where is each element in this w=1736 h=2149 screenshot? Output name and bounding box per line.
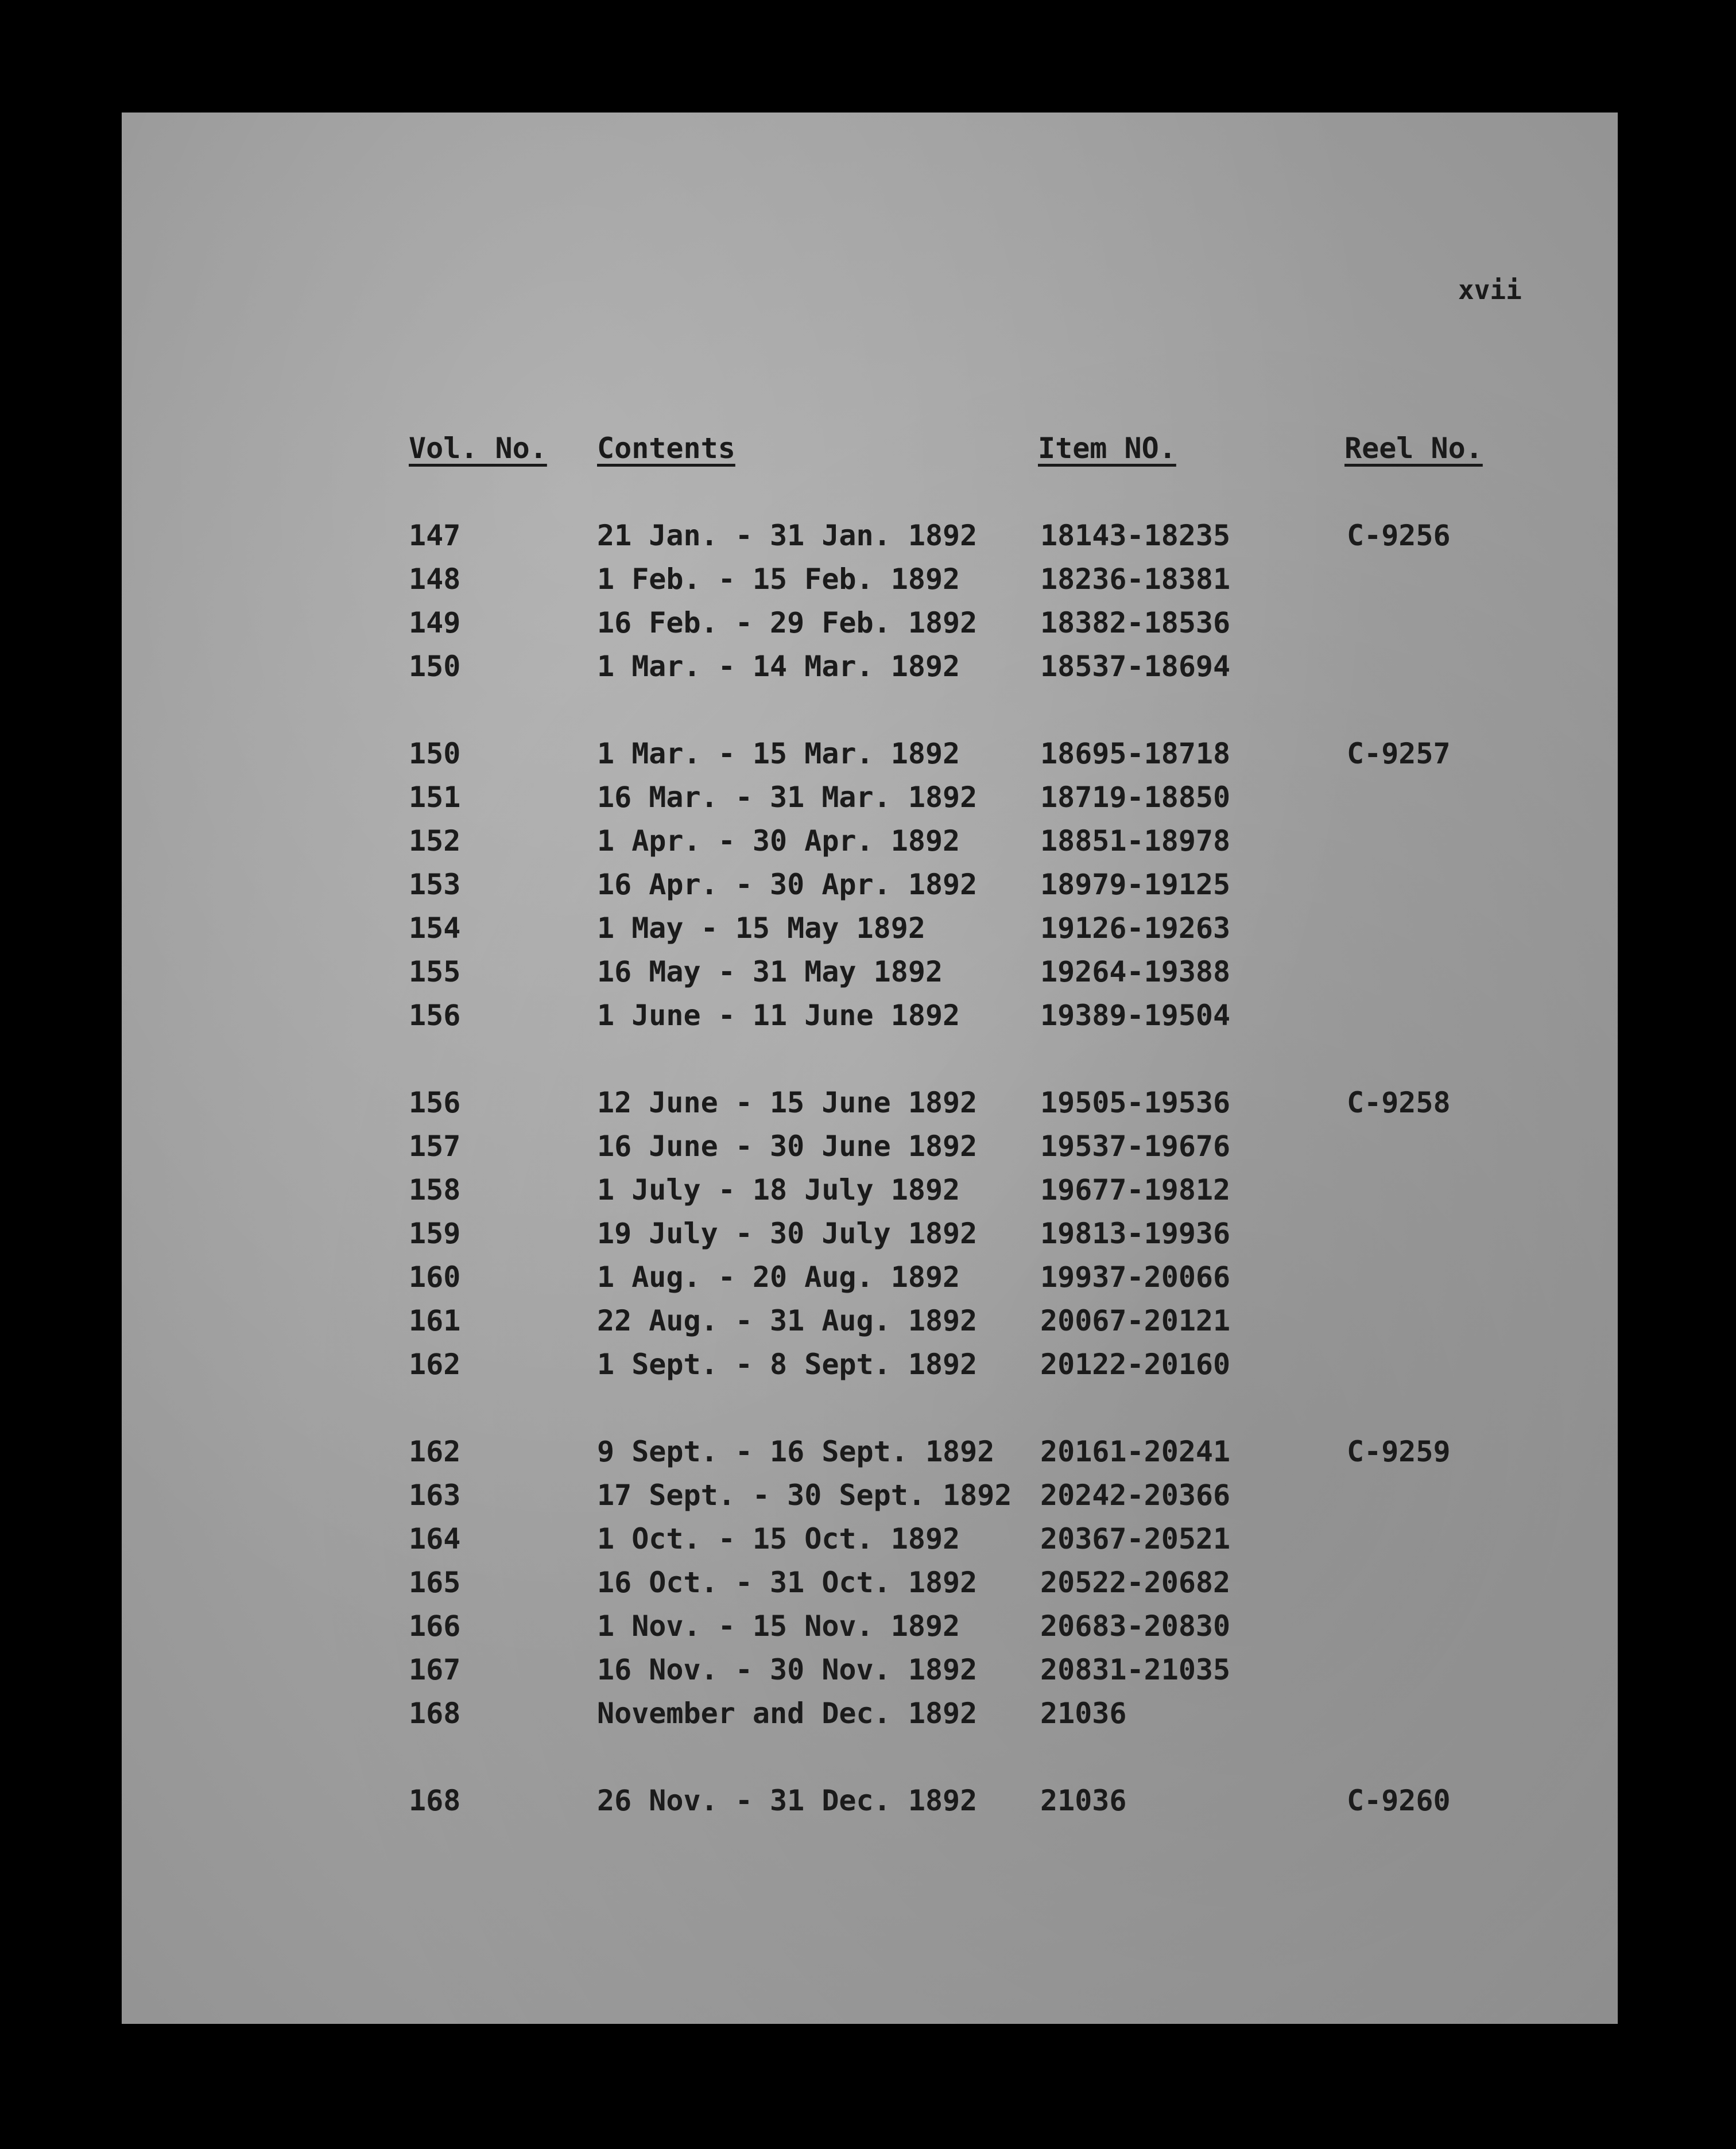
contents-cell: 22 Aug. - 31 Aug. 1892 [597,1304,978,1337]
item-cell: 20367-20521 [1040,1522,1231,1555]
contents-cell: 16 Nov. - 30 Nov. 1892 [597,1653,978,1686]
table-row [0,999,1736,1039]
page-number: xvii [1458,274,1522,305]
table-row [0,824,1736,864]
table-row [0,1609,1736,1650]
table-row [0,519,1736,559]
vol-cell: 153 [409,868,461,901]
contents-cell: 12 June - 15 June 1892 [597,1086,978,1119]
item-cell: 18537-18694 [1040,650,1231,683]
table-row [0,1566,1736,1606]
contents-cell: 16 May - 31 May 1892 [597,955,943,988]
table-row [0,1086,1736,1126]
table-row [0,1217,1736,1257]
contents-cell: 1 June - 11 June 1892 [597,999,960,1032]
item-cell: 20122-20160 [1040,1348,1231,1381]
contents-cell: 16 Oct. - 31 Oct. 1892 [597,1566,978,1599]
reel-cell: C-9260 [1347,1784,1451,1817]
vol-cell: 148 [409,563,461,596]
vol-cell: 166 [409,1609,461,1643]
reel-cell: C-9258 [1347,1086,1451,1119]
item-cell: 19389-19504 [1040,999,1231,1032]
vol-cell: 162 [409,1435,461,1468]
contents-cell: 16 June - 30 June 1892 [597,1130,978,1163]
item-cell: 19505-19536 [1040,1086,1231,1119]
vol-cell: 156 [409,1086,461,1119]
vol-cell: 163 [409,1479,461,1512]
header-item-no: Item NO. [1038,432,1176,465]
table-row [0,606,1736,646]
contents-cell: 1 May - 15 May 1892 [597,911,925,945]
table-row [0,1784,1736,1824]
vol-cell: 160 [409,1260,461,1294]
reel-cell: C-9259 [1347,1435,1451,1468]
vol-cell: 164 [409,1522,461,1555]
item-cell: 21036 [1040,1697,1127,1730]
vol-cell: 168 [409,1697,461,1730]
reel-cell: C-9257 [1347,737,1451,770]
item-cell: 20522-20682 [1040,1566,1231,1599]
vol-cell: 156 [409,999,461,1032]
table-row [0,1697,1736,1737]
item-cell: 20161-20241 [1040,1435,1231,1468]
item-cell: 20831-21035 [1040,1653,1231,1686]
item-cell: 20683-20830 [1040,1609,1231,1643]
vol-cell: 167 [409,1653,461,1686]
item-cell: 20067-20121 [1040,1304,1231,1337]
table-row [0,1653,1736,1693]
table-row [0,563,1736,603]
table-row [0,737,1736,777]
vol-cell: 157 [409,1130,461,1163]
contents-cell: 26 Nov. - 31 Dec. 1892 [597,1784,978,1817]
contents-cell: November and Dec. 1892 [597,1697,978,1730]
vol-cell: 147 [409,519,461,552]
vol-cell: 165 [409,1566,461,1599]
item-cell: 18719-18850 [1040,781,1231,814]
table-row [0,1260,1736,1301]
table-row [0,781,1736,821]
item-cell: 18851-18978 [1040,824,1231,858]
contents-cell: 1 Feb. - 15 Feb. 1892 [597,563,960,596]
table-row [0,1348,1736,1388]
vol-cell: 161 [409,1304,461,1337]
vol-cell: 162 [409,1348,461,1381]
table-row [0,1479,1736,1519]
vol-cell: 150 [409,737,461,770]
contents-cell: 17 Sept. - 30 Sept. 1892 [597,1479,1012,1512]
table-row [0,1130,1736,1170]
contents-cell: 1 July - 18 July 1892 [597,1173,960,1207]
contents-cell: 1 Oct. - 15 Oct. 1892 [597,1522,960,1555]
item-cell: 19126-19263 [1040,911,1231,945]
item-cell: 18382-18536 [1040,606,1231,639]
item-cell: 19813-19936 [1040,1217,1231,1250]
table-row [0,911,1736,952]
item-cell: 18143-18235 [1040,519,1231,552]
contents-cell: 1 Mar. - 15 Mar. 1892 [597,737,960,770]
contents-cell: 21 Jan. - 31 Jan. 1892 [597,519,978,552]
table-row [0,1435,1736,1475]
table-row [0,1522,1736,1562]
table-row [0,650,1736,690]
table-row [0,955,1736,995]
contents-cell: 16 Apr. - 30 Apr. 1892 [597,868,978,901]
vol-cell: 158 [409,1173,461,1207]
item-cell: 20242-20366 [1040,1479,1231,1512]
header-contents: Contents [597,432,735,465]
vol-cell: 150 [409,650,461,683]
vol-cell: 152 [409,824,461,858]
contents-cell: 9 Sept. - 16 Sept. 1892 [597,1435,995,1468]
item-cell: 21036 [1040,1784,1127,1817]
table-row [0,1173,1736,1213]
contents-cell: 1 Aug. - 20 Aug. 1892 [597,1260,960,1294]
header-vol-no: Vol. No. [409,432,547,465]
vol-cell: 159 [409,1217,461,1250]
contents-cell: 1 Sept. - 8 Sept. 1892 [597,1348,978,1381]
item-cell: 18236-18381 [1040,563,1231,596]
contents-cell: 1 Mar. - 14 Mar. 1892 [597,650,960,683]
vol-cell: 168 [409,1784,461,1817]
contents-cell: 19 July - 30 July 1892 [597,1217,978,1250]
header-reel-no: Reel No. [1344,432,1483,465]
item-cell: 19264-19388 [1040,955,1231,988]
vol-cell: 154 [409,911,461,945]
contents-cell: 16 Feb. - 29 Feb. 1892 [597,606,978,639]
item-cell: 19937-20066 [1040,1260,1231,1294]
vol-cell: 149 [409,606,461,639]
item-cell: 19537-19676 [1040,1130,1231,1163]
table-row [0,1304,1736,1344]
contents-cell: 16 Mar. - 31 Mar. 1892 [597,781,978,814]
item-cell: 19677-19812 [1040,1173,1231,1207]
item-cell: 18695-18718 [1040,737,1231,770]
contents-cell: 1 Apr. - 30 Apr. 1892 [597,824,960,858]
item-cell: 18979-19125 [1040,868,1231,901]
vol-cell: 151 [409,781,461,814]
vol-cell: 155 [409,955,461,988]
reel-cell: C-9256 [1347,519,1451,552]
document-page [122,113,1618,2024]
contents-cell: 1 Nov. - 15 Nov. 1892 [597,1609,960,1643]
table-row [0,868,1736,908]
